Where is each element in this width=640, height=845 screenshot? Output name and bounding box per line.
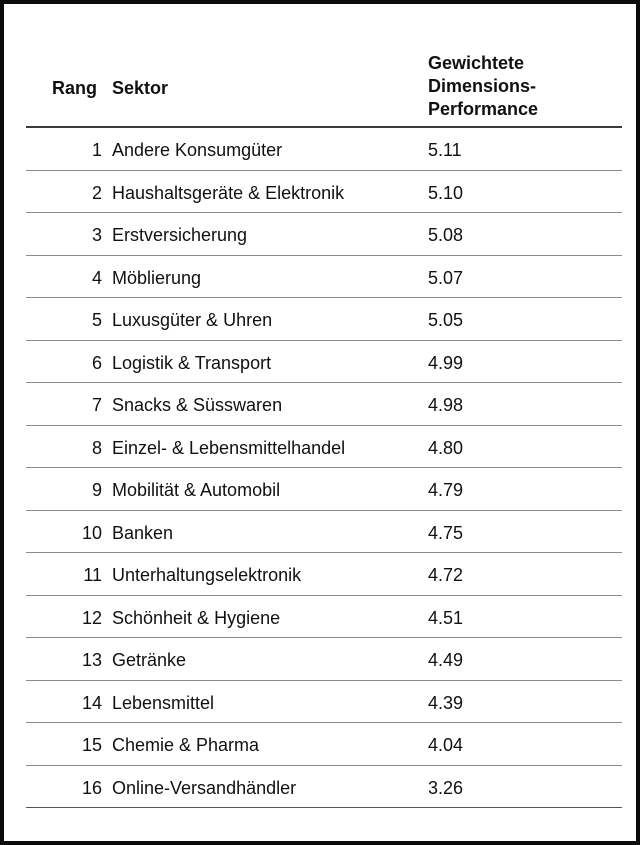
rank-cell: 4 [91, 267, 102, 288]
sector-cell: Einzel- & Lebensmittelhandel [112, 437, 346, 458]
table-row [26, 596, 622, 639]
sector-cell: Logistik & Transport [112, 352, 272, 373]
rank-cell: 9 [91, 480, 102, 500]
rank-cell: 1 [91, 140, 102, 160]
performance-cell: 5.05 [428, 310, 464, 330]
sector-cell: Möblierung [112, 267, 202, 288]
header-sector: Sektor [112, 78, 169, 98]
sector-cell: Erstversicherung [112, 225, 248, 245]
header-performance [428, 52, 608, 121]
rank-cell: 2 [91, 182, 102, 203]
performance-cell: 5.10 [428, 182, 464, 203]
table-body [26, 128, 622, 808]
sector-cell: Haushaltsgeräte & Elektronik [112, 182, 345, 203]
rank-cell: 16 [81, 777, 102, 798]
performance-cell: 5.11 [428, 140, 462, 160]
rank-cell: 13 [81, 650, 102, 670]
sector-cell: Chemie & Pharma [112, 735, 260, 755]
rank-cell: 15 [81, 735, 102, 755]
table-row [26, 341, 622, 384]
sector-cell: Online-Versandhändler [112, 777, 297, 798]
table-row [26, 553, 622, 596]
rank-cell: 14 [81, 692, 102, 713]
performance-cell: 4.79 [428, 480, 464, 500]
performance-cell: 5.08 [428, 225, 464, 245]
rank-cell: 7 [91, 395, 102, 415]
sector-cell: Getränke [112, 650, 187, 670]
table-row [26, 171, 622, 214]
table-row [26, 426, 622, 469]
performance-cell: 4.51 [428, 607, 464, 628]
performance-cell: 3.26 [428, 777, 464, 798]
sector-cell: Mobilität & Automobil [112, 480, 281, 500]
rank-cell: 6 [91, 352, 102, 373]
performance-cell: 4.04 [428, 735, 464, 755]
table-row [26, 128, 622, 171]
header-performance-line-1: Gewichtete [428, 53, 525, 73]
performance-cell: 5.07 [428, 267, 464, 288]
performance-cell: 4.49 [428, 650, 464, 670]
rank-cell: 10 [81, 522, 102, 543]
table-row [26, 511, 622, 554]
performance-cell: 4.75 [428, 522, 464, 543]
performance-cell: 4.39 [428, 692, 464, 713]
table-row [26, 256, 622, 299]
sector-cell: Andere Konsumgüter [112, 140, 283, 160]
table-row [26, 638, 622, 681]
table-row [26, 468, 622, 511]
header-performance-line-2: Dimensions- [428, 76, 537, 96]
ranking-table [26, 48, 622, 808]
performance-cell: 4.72 [428, 565, 464, 585]
table-row [26, 298, 622, 341]
performance-cell: 4.99 [428, 352, 464, 373]
sector-cell: Unterhaltungselektronik [112, 565, 302, 585]
table-row [26, 213, 622, 256]
sector-cell: Snacks & Süsswaren [112, 395, 283, 415]
sector-cell: Schönheit & Hygiene [112, 607, 281, 628]
performance-cell: 4.98 [428, 395, 464, 415]
table-row [26, 766, 622, 809]
table-header [26, 48, 622, 128]
rank-cell: 11 [83, 565, 102, 585]
rank-cell: 8 [91, 437, 102, 458]
table-row [26, 383, 622, 426]
rank-cell: 12 [81, 607, 102, 628]
table-row [26, 723, 622, 766]
sector-cell: Luxusgüter & Uhren [112, 310, 273, 330]
sector-cell: Banken [112, 522, 174, 543]
table-row [26, 681, 622, 724]
rank-cell: 3 [91, 225, 102, 245]
sector-cell: Lebensmittel [112, 692, 215, 713]
header-performance-line-3: Performance [428, 99, 539, 119]
header-rank: Rang [52, 78, 97, 98]
rank-cell: 5 [91, 310, 102, 330]
performance-cell: 4.80 [428, 437, 464, 458]
